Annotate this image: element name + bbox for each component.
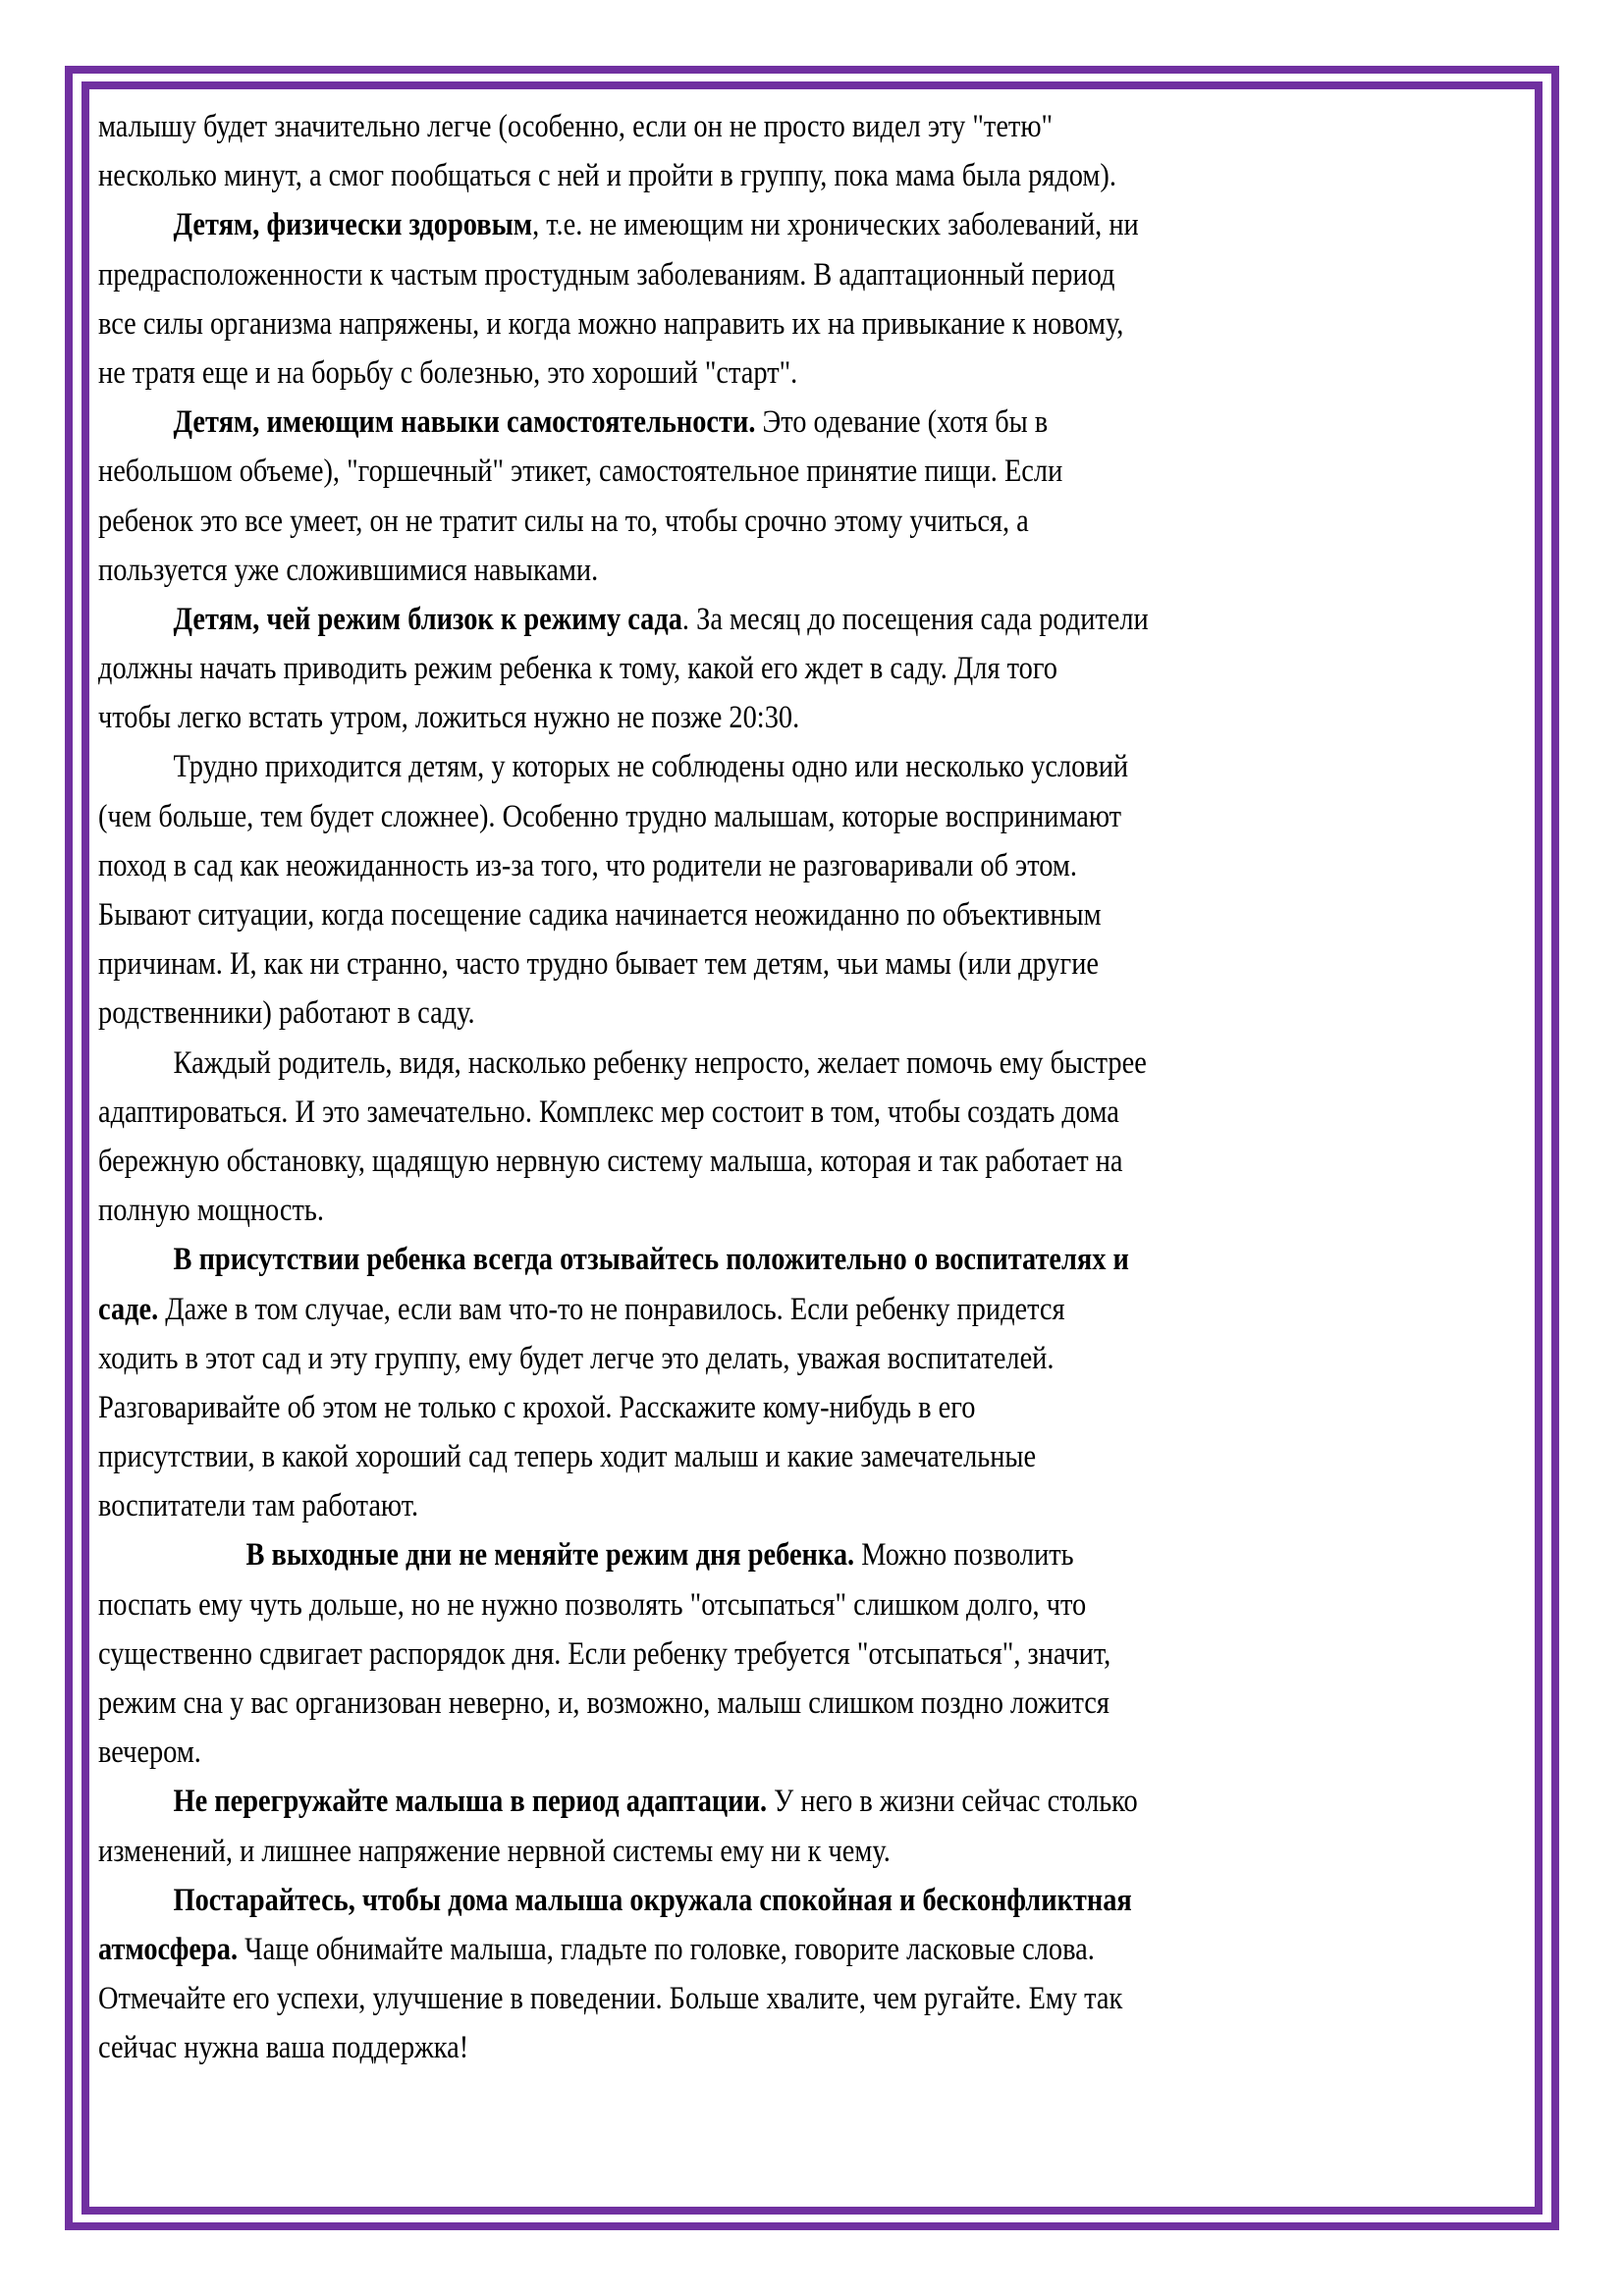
text-run: У него в жизни сейчас столько xyxy=(767,1784,1138,1820)
text-run: Трудно приходится детям, у которых не соблюдены одно или несколько условий xyxy=(173,749,1129,785)
text-line xyxy=(98,595,1331,644)
text-run: ребенок это все умеет, он не тратит силы на то, чтобы срочно этому учиться, а xyxy=(98,503,1029,539)
text-run: Каждый родитель, видя, насколько ребенку непросто, желает помочь ему быстрее xyxy=(173,1044,1147,1081)
text-run: изменений, и лишнее напряжение нервной системы ему ни к чему. xyxy=(98,1833,891,1869)
text-run: существенно сдвигает распорядок дня. Если ребенку требуется "отсыпаться", значит, xyxy=(98,1635,1111,1672)
text-line xyxy=(98,1827,1331,1876)
text-run: Разговаривайте об этом не только с крохой. Расскажите кому-нибудь в его xyxy=(98,1389,976,1425)
text-line xyxy=(98,1580,1331,1629)
text-run: небольшом объеме), "горшечный" этикет, самостоятельное принятие пищи. Если xyxy=(98,454,1063,490)
text-line xyxy=(98,742,1331,791)
bold-text: Не перегружайте малыша в период адаптации. xyxy=(173,1784,768,1820)
text-line xyxy=(98,1481,1331,1530)
text-line xyxy=(98,102,1331,151)
text-line xyxy=(98,1383,1331,1432)
text-line xyxy=(98,1432,1331,1481)
text-run: поход в сад как неожиданность из-за того, что родители не разговаривали об этом. xyxy=(98,847,1077,883)
text-run: Отмечайте его успехи, улучшение в поведении. Больше хвалите, чем ругайте. Ему так xyxy=(98,1981,1123,2017)
text-line xyxy=(98,497,1331,546)
text-line xyxy=(98,546,1331,595)
text-run: адаптироваться. И это замечательно. Комплекс мер состоит в том, чтобы создать дома xyxy=(98,1094,1119,1130)
text-line xyxy=(98,1679,1331,1728)
text-run: полную мощность. xyxy=(98,1193,324,1229)
text-line xyxy=(98,988,1331,1038)
bold-text: Постарайтесь, чтобы дома малыша окружала спокойная и бесконфликтная xyxy=(173,1882,1132,1918)
text-run: должны начать приводить режим ребенка к тому, какой его ждет в саду. Для того xyxy=(98,651,1057,687)
text-run: несколько минут, а смог пообщаться с ней и пройти в группу, пока мама была рядом). xyxy=(98,158,1116,194)
bold-text: саде. xyxy=(98,1291,159,1327)
text-line xyxy=(98,1530,1331,1579)
text-run: сейчас нужна ваша поддержка! xyxy=(98,2030,469,2066)
text-run: пользуется уже сложившимися навыками. xyxy=(98,552,599,588)
text-line xyxy=(98,1334,1331,1383)
text-run: воспитатели там работают. xyxy=(98,1488,419,1524)
text-run: , т.е. не имеющим ни хронических заболеваний, ни xyxy=(532,207,1139,243)
text-line xyxy=(98,1039,1331,1088)
text-run: ходить в этот сад и эту группу, ему будет легче это делать, уважая воспитателей. xyxy=(98,1340,1055,1376)
bold-text: Детям, физически здоровым xyxy=(173,207,533,243)
text-run: вечером. xyxy=(98,1735,201,1771)
text-line xyxy=(98,398,1331,447)
text-run: предрасположенности к частым простудным заболеваниям. В адаптационный период xyxy=(98,256,1115,293)
text-line xyxy=(98,1876,1331,1925)
text-run: малышу будет значительно легче (особенно, если он не просто видел эту "тетю" xyxy=(98,109,1054,144)
text-line xyxy=(98,1925,1331,1974)
text-line xyxy=(98,890,1331,939)
text-line xyxy=(98,841,1331,890)
text-run: поспать ему чуть дольше, но не нужно позволять "отсыпаться" слишком долго, что xyxy=(98,1586,1087,1623)
text-line xyxy=(98,447,1331,496)
text-run: все силы организма напряжены, и когда можно направить их на привыкание к новому, xyxy=(98,305,1124,342)
text-run: Чаще обнимайте малыша, гладьте по головке, говорите ласковые слова. xyxy=(238,1931,1095,1967)
text-run: Это одевание (хотя бы в xyxy=(755,404,1049,441)
text-line xyxy=(98,1777,1331,1826)
text-run: причинам. И, как ни странно, часто трудно бывает тем детям, чьи мамы (или другие xyxy=(98,946,1099,983)
bold-text: Детям, имеющим навыки самостоятельности. xyxy=(173,404,756,441)
text-line xyxy=(98,644,1331,693)
text-line xyxy=(98,2023,1331,2072)
text-line xyxy=(98,693,1331,742)
text-line xyxy=(98,939,1331,988)
bold-text: В присутствии ребенка всегда отзывайтесь положительно о воспитателях и xyxy=(173,1242,1129,1278)
text-run: не тратя еще и на борьбу с болезнью, это хороший "старт". xyxy=(98,354,798,391)
text-line xyxy=(98,299,1331,348)
bold-text: Детям, чей режим близок к режиму сада xyxy=(173,601,682,637)
text-run: Можно позволить xyxy=(854,1537,1074,1574)
text-line xyxy=(98,1974,1331,2023)
text-run: . За месяц до посещения сада родители xyxy=(681,601,1149,637)
text-line xyxy=(98,1235,1331,1284)
text-line xyxy=(98,151,1331,200)
text-line xyxy=(98,348,1331,398)
text-run: чтобы легко встать утром, ложиться нужно не позже 20:30. xyxy=(98,700,800,736)
text-line xyxy=(98,1728,1331,1777)
text-run: (чем больше, тем будет сложнее). Особенно трудно малышам, которые воспринимают xyxy=(98,798,1122,834)
text-run: родственники) работают в саду. xyxy=(98,995,475,1032)
text-line xyxy=(98,1137,1331,1186)
text-line xyxy=(98,1285,1331,1334)
text-line xyxy=(98,200,1331,249)
text-run: режим сна у вас организован неверно, и, возможно, малыш слишком поздно ложится xyxy=(98,1685,1110,1721)
text-line xyxy=(98,1186,1331,1235)
text-run: бережную обстановку, щадящую нервную систему малыша, которая и так работает на xyxy=(98,1143,1123,1179)
text-run: Даже в том случае, если вам что-то не понравилось. Если ребенку придется xyxy=(158,1291,1065,1327)
document-body xyxy=(98,102,1532,2073)
text-line xyxy=(98,1629,1331,1679)
text-run: присутствии, в какой хороший сад теперь ходит малыш и какие замечательные xyxy=(98,1439,1037,1475)
bold-text: В выходные дни не меняйте режим дня ребенка. xyxy=(245,1537,855,1574)
text-line xyxy=(98,1088,1331,1137)
bold-text: атмосфера. xyxy=(98,1931,239,1967)
text-line xyxy=(98,792,1331,841)
text-run: Бывают ситуации, когда посещение садика начинается неожиданно по объективным xyxy=(98,897,1102,933)
text-line xyxy=(98,250,1331,299)
